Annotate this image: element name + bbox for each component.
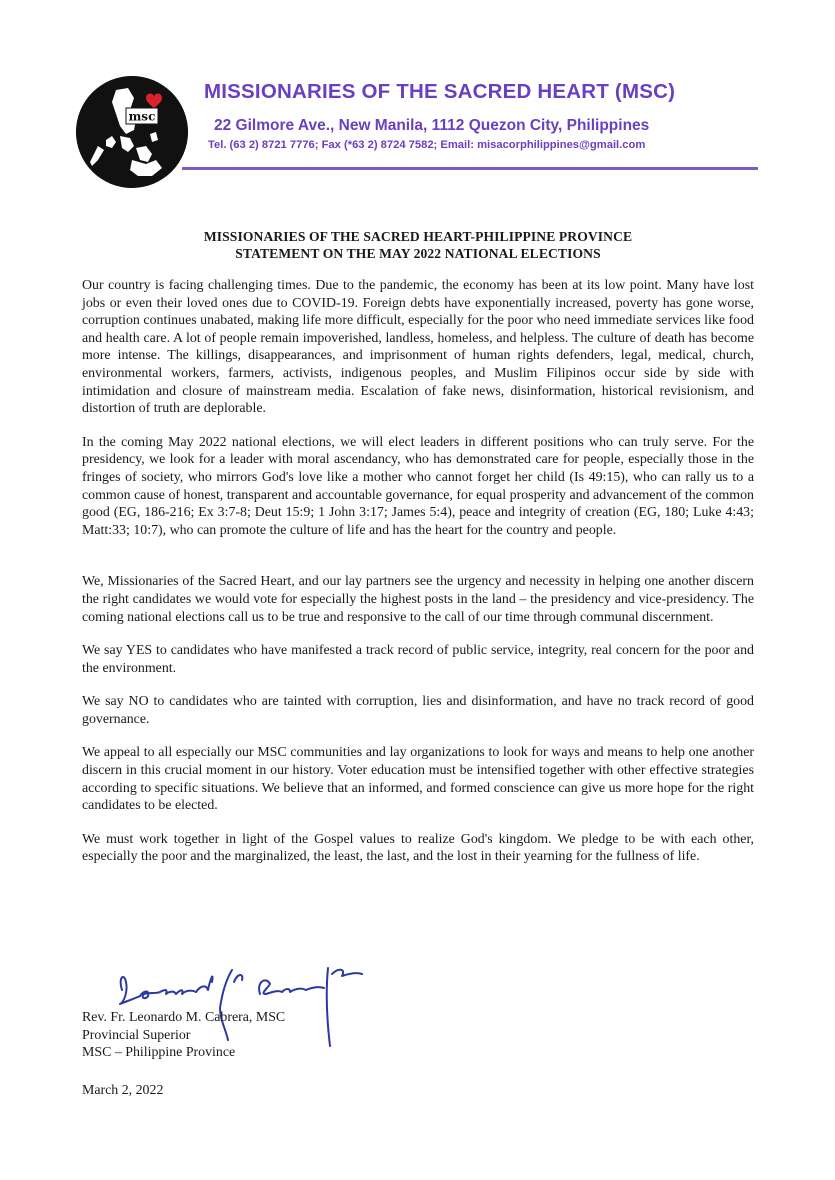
organization-name: MISSIONARIES OF THE SACRED HEART (MSC)	[204, 80, 676, 103]
letterhead-divider	[182, 167, 758, 170]
statement-body	[82, 277, 754, 866]
philippines-map-logo-icon	[76, 76, 188, 188]
paragraph: We appeal to all especially our MSC communities and lay organizations to look for ways and means to help one another discern in this crucial moment in our history. Voter education must be intensified together with other effective strategies according to specific situations. We believe that an informed, and formed conscience can give us more hope for the right candidates to be elected.	[82, 745, 754, 814]
signature-block	[82, 1009, 382, 1062]
document-date: March 2, 2022	[82, 1083, 164, 1098]
signatory-name: Rev. Fr. Leonardo M. Cabrera, MSC	[82, 1010, 286, 1025]
logo-lettering: msc	[128, 109, 156, 124]
organization-contact: Tel. (63 2) 8721 7776; Fax (*63 2) 8724 7582; Email: misacorphilippines@gmail.com	[208, 139, 646, 151]
paragraph: We, Missionaries of the Sacred Heart, and our lay partners see the urgency and necessity in helping one another discern the right candidates we would vote for especially the highest posts in the land – the presidency and vice-presidency. The coming national elections call us to be true and responsive to the call of our time through communal discernment.	[82, 574, 754, 625]
statement-title	[82, 228, 754, 262]
organization-address: 22 Gilmore Ave., New Manila, 1112 Quezon City, Philippines	[214, 117, 650, 134]
msc-logo	[76, 76, 188, 188]
title-line-1: MISSIONARIES OF THE SACRED HEART-PHILIPPINE PROVINCE	[203, 229, 633, 244]
paragraph: Our country is facing challenging times. Due to the pandemic, the economy has been at its low point. Many have lost jobs or even their loved ones due to COVID-19. Foreign debts have exponentially increased, poverty has gone worse, corruption continues unabated, making life more difficult, especially for the poor who need immediate services like food and health care. A lot of people remain impoverished, landless, homeless, and helpless. The culture of death has become more intense. The killings, disappearances, and imprisonment of human rights defenders, legal, medical, church, environmental workers, farmers, activists, indigenous peoples, and Muslim Filipinos occur side by side with intimidation and closure of mainstream media. Escalation of fake news, disinformation, historical revisionism, and distortion of truth are deplorable.	[82, 278, 754, 417]
signatory-position: Provincial Superior	[82, 1027, 191, 1043]
title-line-2: STATEMENT ON THE MAY 2022 NATIONAL ELECTIONS	[235, 246, 601, 261]
paragraph: We must work together in light of the Gospel values to realize God's kingdom. We pledge to be with each other, especially the poor and the marginalized, the least, the last, and the lost in their yearning for the fullness of life.	[82, 831, 754, 865]
paragraph: In the coming May 2022 national elections, we will elect leaders in different positions who can truly serve. For the presidency, we look for a leader with moral ascendancy, who has demonstrated care for people, especially those in the fringes of society, who mirrors God's love like a mother who cannot forget her child (Is 49:15), who can rally us to a common cause of honest, transparent and accountable governance, for equal prosperity and advancement of the common good (EG, 186-216; Ex 3:7-8; Deut 15:9; 1 John 3:17; James 5:4), peace and integrity of creation (EG, 180; Luke 4:43; Matt:33; 10:7), who can promote the culture of life and has the heart for the country and people.	[82, 434, 754, 538]
signatory-organization: MSC – Philippine Province	[82, 1045, 236, 1061]
paragraph: We say NO to candidates who are tainted with corruption, lies and disinformation, and have no track record of good governance.	[82, 694, 754, 727]
paragraph: We say YES to candidates who have manifested a track record of public service, integrity, real concern for the poor and the environment.	[82, 643, 754, 676]
